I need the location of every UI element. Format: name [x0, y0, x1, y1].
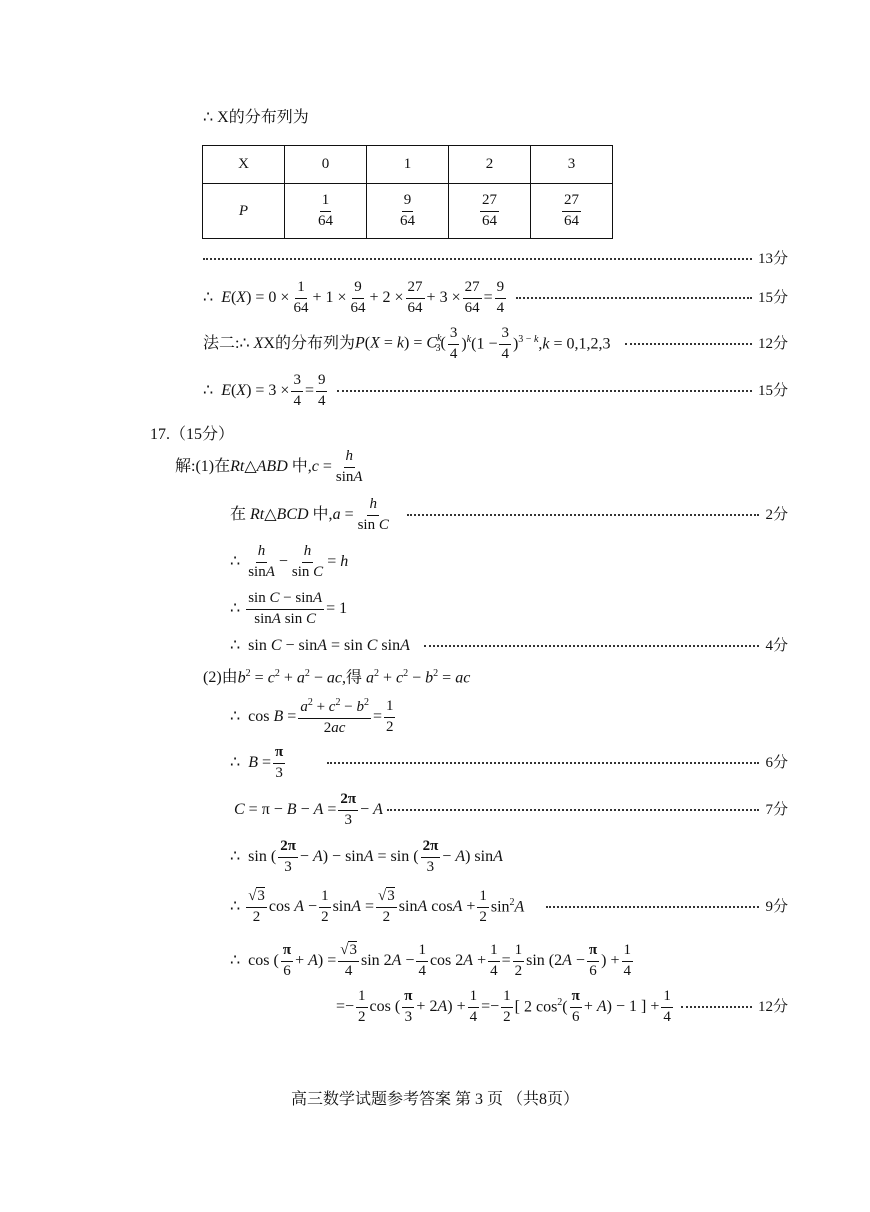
solution-line-2: 在 Rt△BCD 中,a = $\frac{h}{\text{sin C}}$ 2分 — [230, 496, 788, 533]
table-prob-row — [203, 184, 613, 239]
question-17-header: 17.（15分） — [150, 426, 235, 443]
solution-line-11: ∴ $\frac{√3}{2}$ cos A − $\frac{1}{2}$ sinA = $\frac{√3}{2}$ sinA cosA + $\frac{1}{2}$ $\sin^2A$ 9分 — [230, 888, 788, 925]
solution-line-3: ∴ $\frac{h}{\sin A}$ − $\frac{h}{\text{sin C}}$ = h — [230, 543, 349, 580]
expectation-line-2: ∴ E(X) = 3 × $\frac{3}{4}$ = $\frac{9}{4}$ 15分 — [203, 372, 788, 409]
table-cell: 1 — [367, 146, 449, 184]
solution-line-9: C = π − B − A = $\frac{2\pi}{3}$ − A 7分 — [234, 791, 788, 828]
solution-line-4: ∴ $\frac{\text{sin C − sinA}}{\text{sinA sin C}}$ = 1 — [230, 590, 348, 627]
score-label: 2分 — [765, 506, 788, 523]
score-label: 9分 — [765, 898, 788, 915]
solution-line-7: ∴ cos B = $\frac{a^2 + c^2 - b^2}{2ac}$ = $\frac{1}{2}$ — [230, 697, 394, 736]
distribution-table — [202, 145, 613, 239]
table-cell: 2 — [449, 146, 531, 184]
method2-label: 法二: — [203, 335, 240, 352]
table-cell: 3 — [531, 146, 613, 184]
table-cell: P — [203, 184, 285, 239]
solution-line-10: ∴ sin ( $\frac{2\pi}{3}$ − A) − sinA = sin ( $\frac{2\pi}{3}$ − A) sinA — [230, 838, 503, 875]
solution-line-6: (2)由 $b^2 = c^2 + a^2$ − ac,得 $a^2 + c^2 - b^2$ = ac — [203, 668, 471, 687]
page-footer: 高三数学试题参考答案 第 3 页 （共8页） — [290, 1091, 579, 1108]
solution-line-12: ∴ cos ( $\frac{\pi}{6}$ + A) = $\frac{√3}{4}$ sin 2A − $\frac{1}{4}$ cos 2A + $\frac{1}{4}$ = $\frac{1}{2}$ sin (2A − $\frac{\pi}{6}$ ) + $\frac{1}{4}$ — [230, 942, 632, 979]
expectation-line: ∴ E(X) = 0 × $\frac{1}{64}$ + 1 × $\frac{9}{64}$ + 2 × $\frac{27}{64}$ + 3 × $\frac{27}{64}$ = $\frac{9}{4}$ 15分 — [203, 279, 788, 316]
method2-line: 法二: ∴ X X的分布列为 $P(X = k) = C^k_3$( $\frac{3}{4}$ )$^k$(1 − $\frac{3}{4}$ )$^{3 - k}$,k = 0,1,2,3 12分 — [203, 325, 788, 362]
score-line-13 — [203, 250, 788, 268]
score-label: 12分 — [757, 335, 788, 352]
table-cell: 0 — [285, 146, 367, 184]
solution-line-13: =− $\frac{1}{2}$ cos ( $\frac{\pi}{3}$ + 2A) + $\frac{1}{4}$ =− $\frac{1}{2}$ [ 2 $\cos^2$( $\frac{\pi}{6}$ + A) − 1 ] + $\frac{1}{4}$ 12分 — [336, 988, 788, 1025]
method2-text: X的分布列为 — [263, 335, 355, 352]
distribution-intro: ∴ X的分布列为 — [203, 109, 309, 126]
table-cell: X — [203, 146, 285, 184]
solution-line-1: 解:(1)在 Rt△ABD 中,c = $\frac{h}{\sin A}$ — [175, 448, 363, 485]
table-cell: $\frac{27}{64}$ — [449, 184, 531, 239]
score-label: 15分 — [757, 382, 788, 399]
score-label: 7分 — [765, 801, 788, 818]
table-header-row — [203, 146, 613, 184]
score-label: 13分 — [757, 250, 788, 267]
score-label: 12分 — [757, 998, 788, 1015]
score-label: 15分 — [757, 289, 788, 306]
solution-line-8: ∴ B = $\frac{\pi}{3}$ 6分 — [230, 744, 788, 781]
step2-label: (2)由 — [203, 669, 238, 686]
table-cell: $\frac{1}{64}$ — [285, 184, 367, 239]
table-cell: $\frac{9}{64}$ — [367, 184, 449, 239]
solution-label: 解:(1)在 — [175, 458, 231, 475]
score-label: 4分 — [765, 637, 788, 654]
table-cell: $\frac{27}{64}$ — [531, 184, 613, 239]
solution-line-5: ∴ sin C − sinA = sin C sinA 4分 — [230, 637, 788, 654]
score-label: 6分 — [765, 754, 788, 771]
